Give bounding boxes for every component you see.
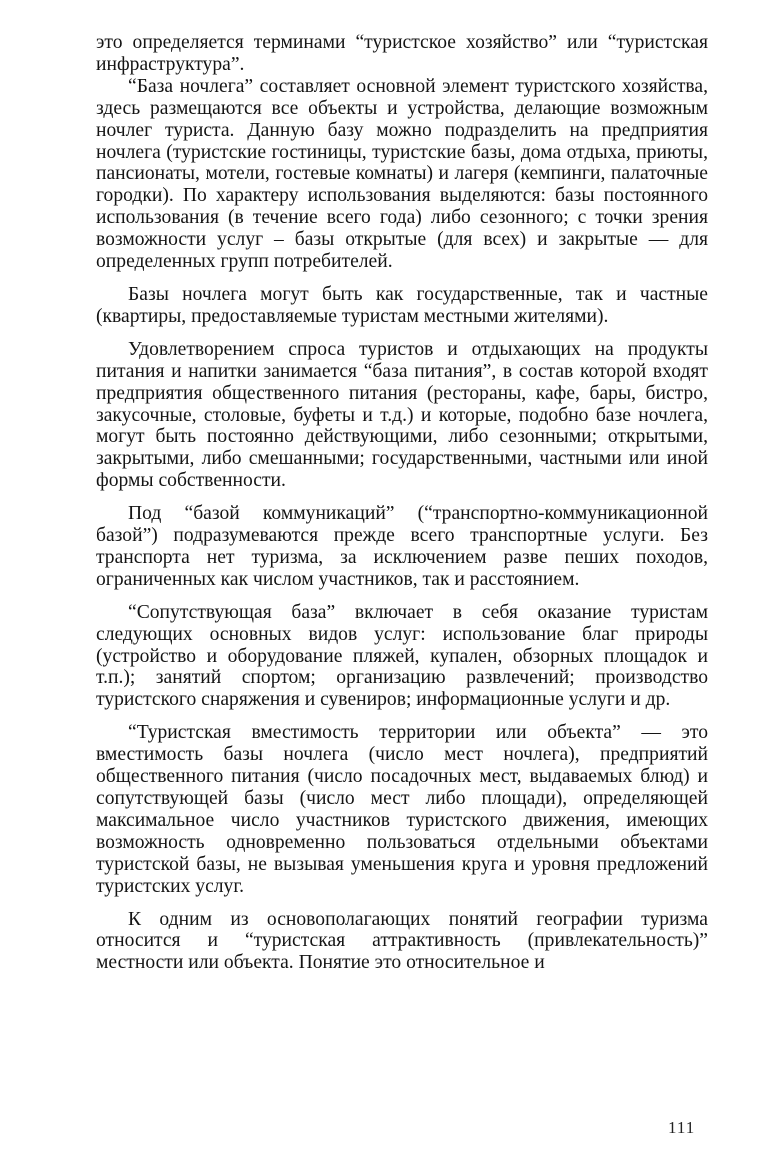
page-text [96, 32, 708, 1112]
paragraph: “Сопутствующая база” включает в себя оказание туристам следующих основных видов услуг: использование благ природы (устройство и оборудование пляжей, купален, обзорных площадок и т.п.); занятий спортом; организацию развлечений; производство туристского снаряжения и сувениров; информационные услуги и др. [96, 601, 708, 711]
paragraph: “База ночлега” составляет основной элемент туристского хозяйства, здесь размещаются все объекты и устройства, делающие возможным ночлег туриста. Данную базу можно подразделить на предприятия ночлега (туристские гостиницы, туристские базы, дома отдыха, приюты, пансионаты, мотели, гостевые комнаты) и лагеря (кемпинги, палаточные городки). По характеру использования выделяются: базы постоянного использования (в течение всего года) либо сезонного; с точки зрения возможности услуг – базы открытые (для всех) и закрытые — для определенных групп потребителей. [96, 75, 708, 273]
paragraph: Под “базой коммуникаций” (“транспортно-коммуникационной базой”) подразумеваются прежде всего транспортные услуги. Без транспорта нет туризма, за исключением разве пеших походов, ограниченных как числом участников, так и расстоянием. [96, 503, 708, 590]
paragraph: Базы ночлега могут быть как государственные, так и частные (квартиры, предоставляемые туристам местными жителями). [96, 283, 708, 327]
paragraph: Удовлетворением спроса туристов и отдыхающих на продукты питания и напитки занимается “база питания”, в состав которой входят предприятия общественного питания (рестораны, кафе, бары, бистро, закусочные, столовые, буфеты и т.д.) и которые, подобно базе ночлега, могут быть постоянно действующими, либо сезонными; открытыми, закрытыми, либо смешанными; государственными, частными или иной формы собственности. [96, 338, 708, 492]
paragraph: это определяется терминами “туристское хозяйство” или “туристская инфраструктура”. [96, 32, 708, 75]
page-number: 111 [668, 1118, 696, 1137]
paragraph: “Туристская вместимость территории или объекта” — это вместимость базы ночлега (число мест ночлега), предприятий общественного питания (число посадочных мест, выдаваемых блюд) и сопутствующей базы (число мест либо площади), определяющей максимальное число участников туристского движения, имеющих возможность одновременно пользоваться отдельными объектами туристской базы, не вызывая уменьшения круга и уровня предложений туристских услуг. [96, 722, 708, 897]
paragraph: К одним из основополагающих понятий географии туризма относится и “туристская аттрактивность (привлекательность)” местности или объекта. Понятие это относительное и [96, 908, 708, 974]
